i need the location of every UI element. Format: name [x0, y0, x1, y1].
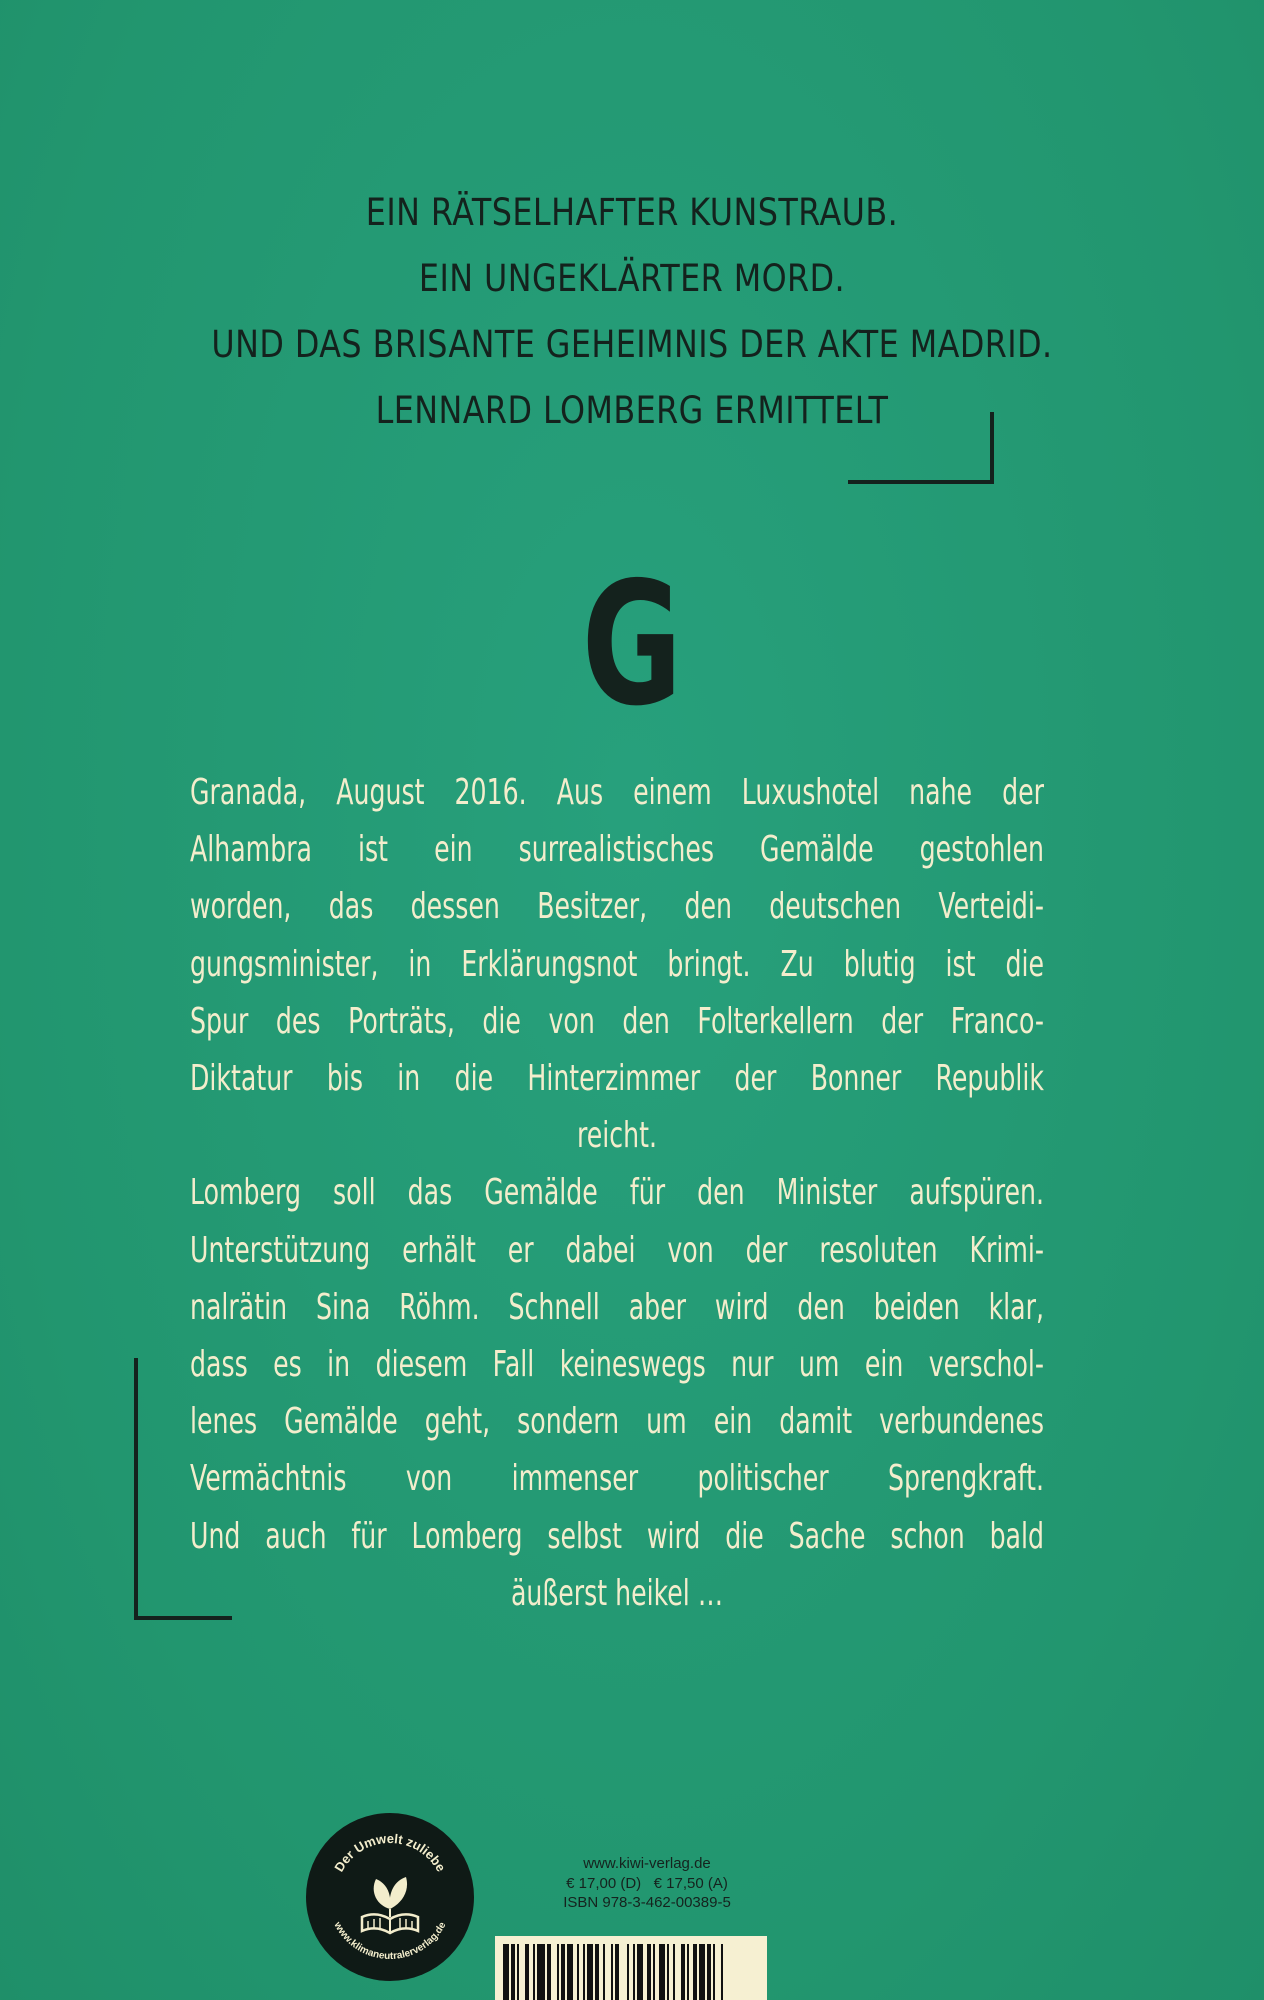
barcode-bar [547, 1944, 551, 2000]
barcode-bar [615, 1944, 619, 2000]
barcode-bar [673, 1944, 675, 2000]
climate-neutral-seal [306, 1813, 474, 1981]
blurb-line: Diktatur bis in die Hinterzimmer der Bonner Republik [190, 1058, 1044, 1100]
barcode-bar [713, 1944, 715, 2000]
barcode-bar [603, 1944, 605, 2000]
tagline-line: EIN UNGEKLÄRTER MORD. [418, 257, 846, 300]
blurb-line: Unterstützung erhält er dabei von der resoluten Krimi- [190, 1229, 1044, 1271]
leaf-icon [374, 1877, 407, 1917]
blurb-line: worden, das dessen Besitzer, den deutschen Verteidi- [190, 886, 1044, 928]
initial-letter: G [581, 546, 683, 744]
blurb-line: äußerst heikel … [510, 1572, 724, 1614]
barcode-bar [525, 1944, 529, 2000]
price-info: € 17,00 (D) € 17,50 (A) [566, 1874, 728, 1892]
publisher-info [527, 1854, 767, 1913]
barcode-bar [647, 1944, 651, 2000]
barcode-bar [653, 1944, 655, 2000]
barcode-bar [587, 1944, 593, 2000]
barcode-bar [511, 1944, 515, 2000]
decorative-bracket-top [848, 412, 994, 484]
barcode-bar [627, 1944, 629, 2000]
barcode-bar [659, 1944, 665, 2000]
barcode-bar [533, 1944, 535, 2000]
barcode-bar [561, 1944, 565, 2000]
seal-graphic [306, 1813, 474, 1981]
open-book-icon [362, 1914, 418, 1933]
barcode-bar [503, 1944, 509, 2000]
barcode-bar [611, 1944, 613, 2000]
blurb-line: Spur des Porträts, die von den Folterkellern der Franco- [190, 1000, 1044, 1042]
seal-bottom-text: www.klimaneutralerverlag.de [331, 1920, 449, 1963]
barcode-bar [517, 1944, 519, 2000]
blurb-line: gungsminister, in Erklärungsnot bringt. Zu blutig ist die [190, 943, 1044, 985]
barcode-bar [687, 1944, 689, 2000]
blurb-line: Und auch für Lomberg selbst wird die Sache schon bald [190, 1515, 1044, 1557]
blurb-line: lenes Gemälde geht, sondern um ein damit verbundenes [190, 1401, 1044, 1443]
publisher-website: www.kiwi-verlag.de [583, 1855, 711, 1872]
blurb-line: Lomberg soll das Gemälde für den Minister aufspüren. [190, 1172, 1044, 1214]
barcode-bar [667, 1944, 669, 2000]
decorative-bracket-left [134, 1358, 232, 1620]
barcode-bar [707, 1944, 711, 2000]
blurb-line: Granada, August 2016. Aus einem Luxushotel nahe der [190, 772, 1044, 813]
barcode-bar [557, 1944, 559, 2000]
barcode-bar [699, 1944, 705, 2000]
barcode-bar [633, 1944, 635, 2000]
barcode-bar [583, 1944, 585, 2000]
barcode-bars [503, 1944, 759, 2000]
tagline [88, 180, 1175, 444]
tagline-line: LENNARD LOMBERG ERMITTELT [375, 389, 889, 432]
blurb-line: nalrätin Sina Röhm. Schnell aber wird den beiden klar, [190, 1286, 1044, 1328]
tagline-line: UND DAS BRISANTE GEHEIMNIS DER AKTE MADRID. [211, 323, 1053, 366]
isbn: ISBN 978-3-462-00389-5 [563, 1894, 731, 1911]
barcode-bar [595, 1944, 599, 2000]
blurb-line: reicht. [576, 1115, 658, 1157]
blurb-line: Vermächtnis von immenser politischer Sprengkraft. [190, 1458, 1044, 1500]
barcode-bar [721, 1944, 723, 2000]
barcode-bar [681, 1944, 685, 2000]
barcode-bar [637, 1944, 643, 2000]
blurb-line: Alhambra ist ein surrealistisches Gemälde gestohlen [190, 829, 1044, 871]
blurb-text [190, 764, 1044, 1622]
barcode-bar [567, 1944, 573, 2000]
blurb-line: dass es in diesem Fall keineswegs nur um ein verschol- [190, 1344, 1044, 1386]
barcode [495, 1936, 767, 2000]
seal-top-text: Der Umwelt zuliebe [331, 1830, 449, 1875]
barcode-bar [577, 1944, 579, 2000]
tagline-line: EIN RÄTSELHAFTER KUNSTRAUB. [365, 191, 899, 234]
barcode-bar [693, 1944, 697, 2000]
barcode-bar [537, 1944, 545, 2000]
